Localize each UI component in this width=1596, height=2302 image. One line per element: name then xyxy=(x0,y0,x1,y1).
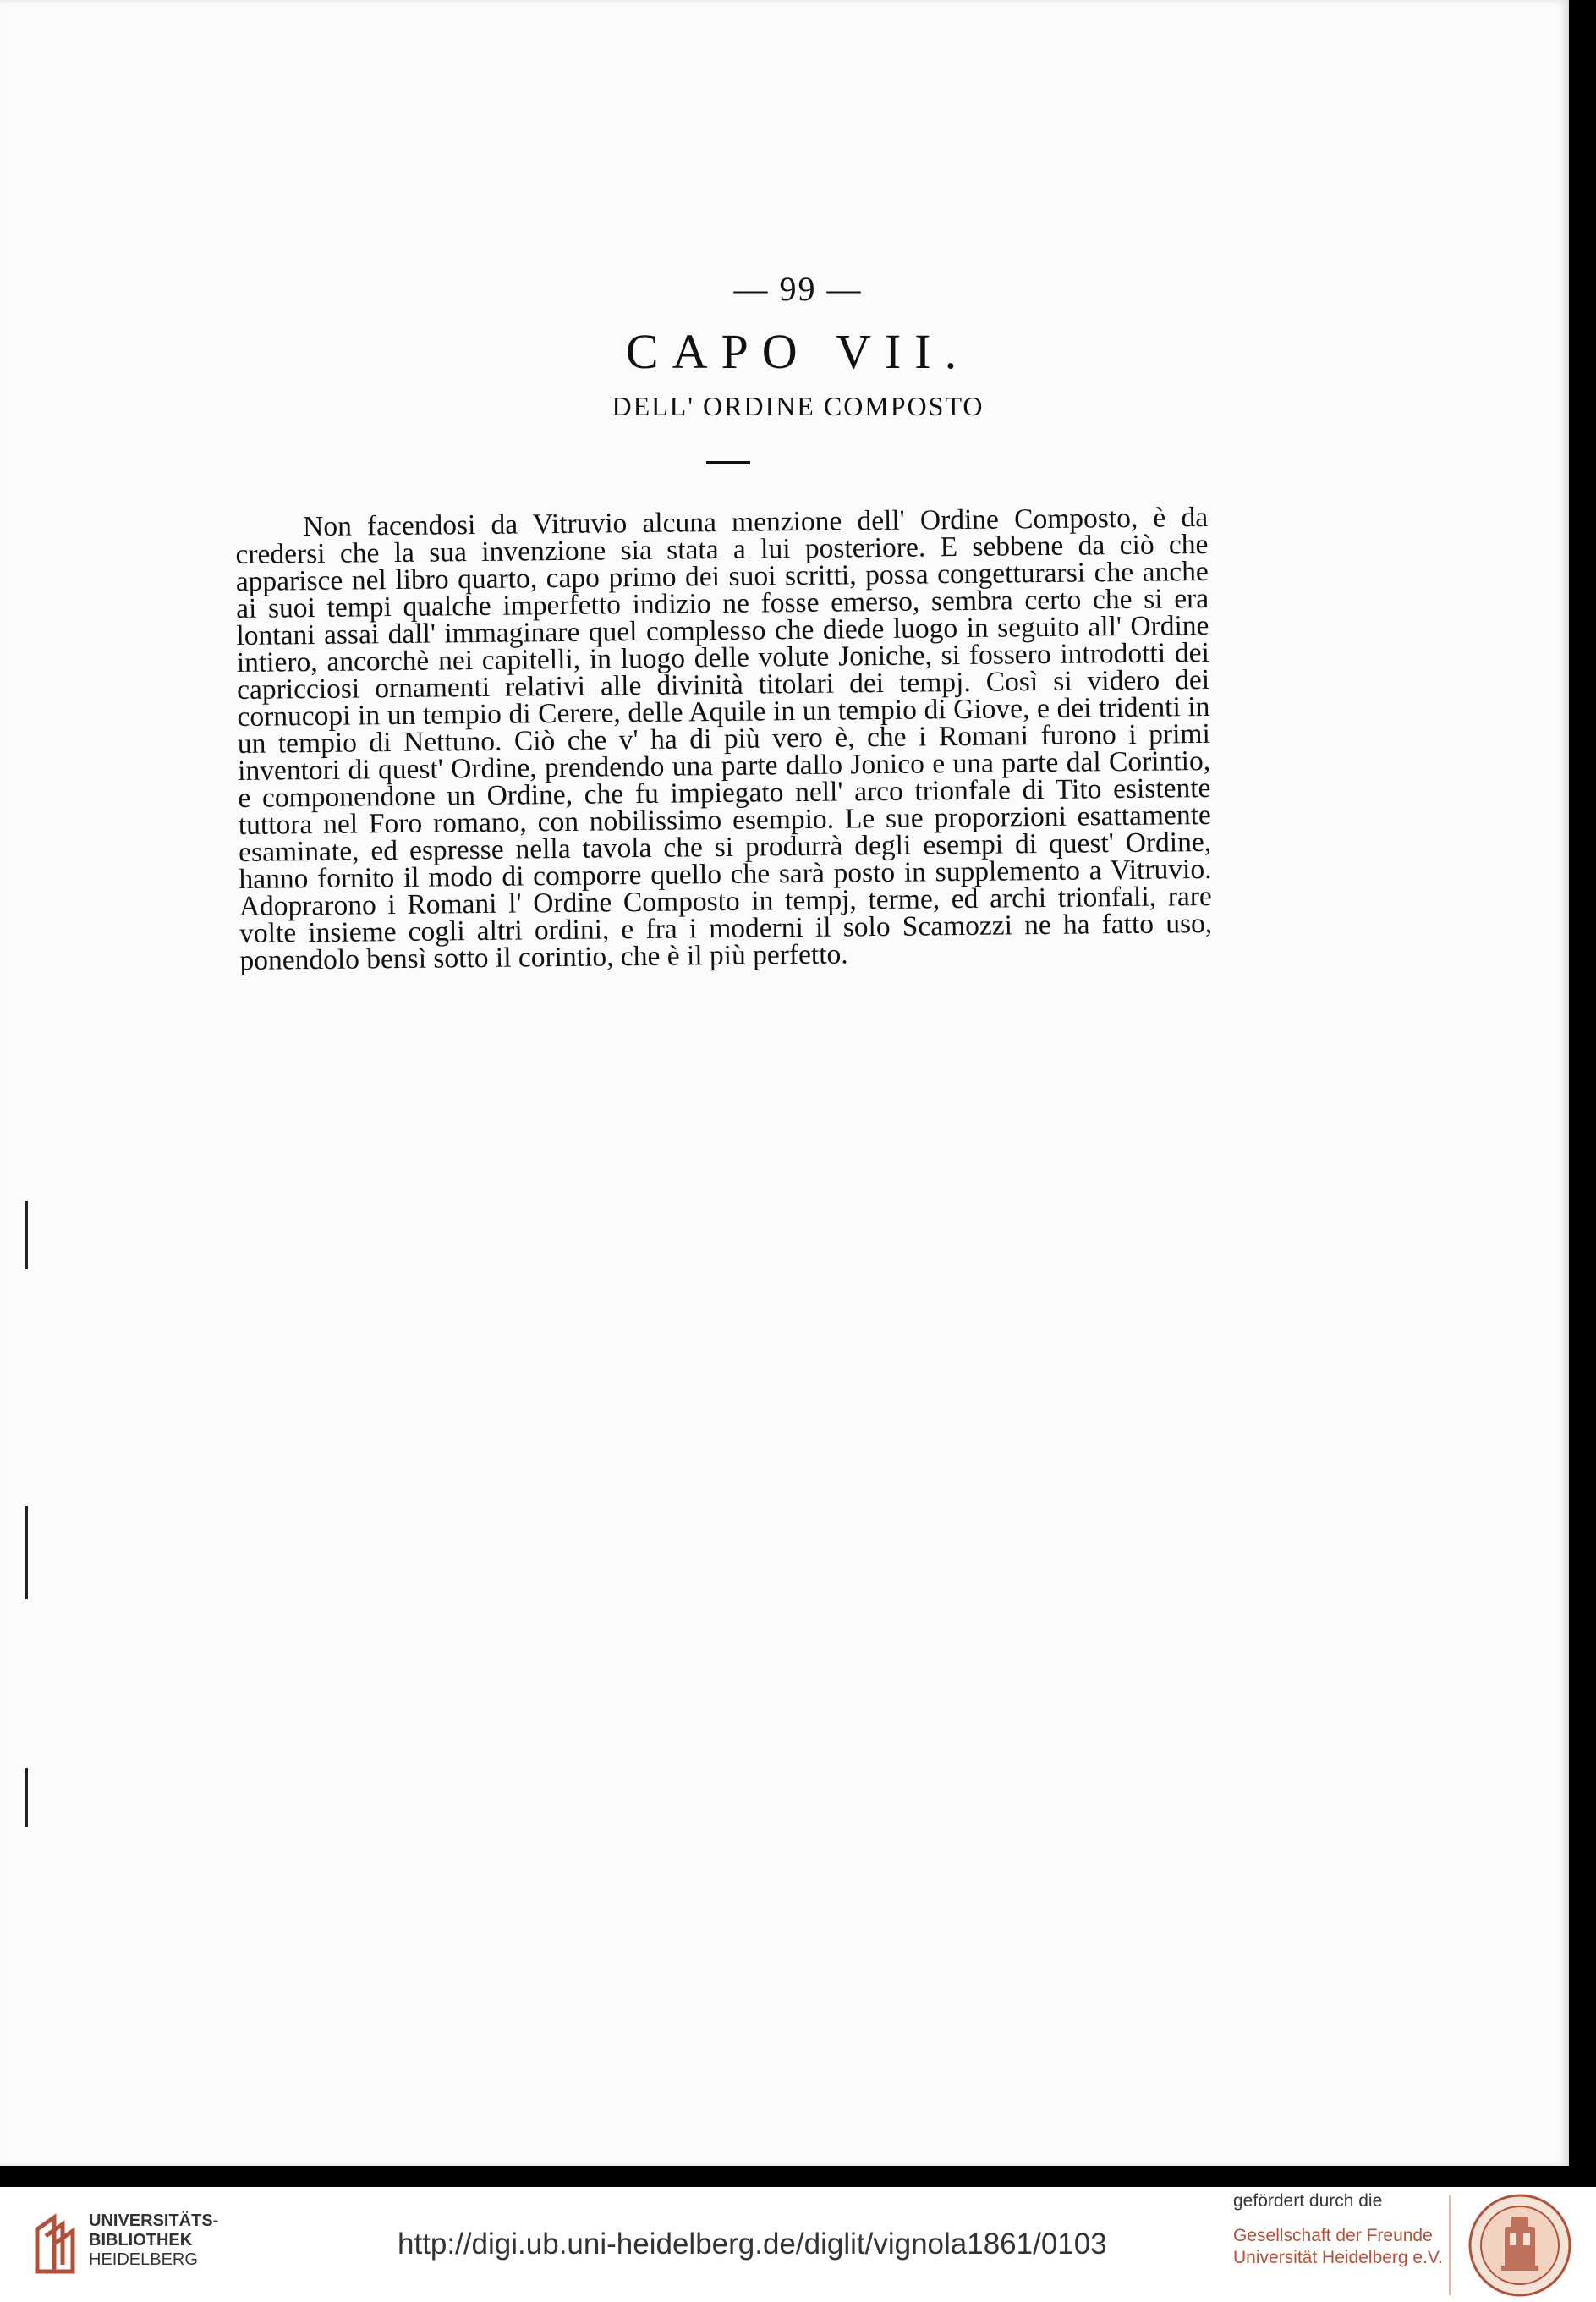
library-name-line: UNIVERSITÄTS- xyxy=(89,2211,219,2230)
library-name-line: BIBLIOTHEK xyxy=(89,2231,193,2250)
sponsor-name[interactable] xyxy=(1233,2225,1443,2269)
document-url[interactable]: http://digi.ub.uni-heidelberg.de/diglit/vignola1861/0103 xyxy=(398,2228,1107,2261)
sponsor-name-line: Universität Heidelberg e.V. xyxy=(1233,2248,1443,2267)
library-name-line: HEIDELBERG xyxy=(89,2250,198,2269)
library-name[interactable] xyxy=(89,2211,218,2270)
page-edge-mark xyxy=(25,1506,28,1599)
footer-divider xyxy=(1449,2195,1451,2295)
sponsor-intro: gefördert durch die xyxy=(1233,2191,1383,2211)
sponsor-name-line: Gesellschaft der Freunde xyxy=(1233,2226,1433,2245)
body-paragraph: Non facendosi da Vitruvio alcuna menzione dell' Ordine Composto, è da credersi che la sua invenzione sia stata a lui posteriore. E sebbene da ciò che apparisce nel libro quarto, capo primo dei suoi scritti, possa congetturarsi che anche ai suoi tempi qualche imperfetto indizio ne fosse emerso, sembra certo che si era lontani assai dall' immaginare quel complesso che diede luogo in seguito all' Ordine intiero, ancorchè nei capitelli, in luogo delle volute Joniche, si fossero introdotti dei capricciosi ornamenti relativi alle divinità titolari dei tempj. Così si videro dei cornucopi in un tempio di Cerere, delle Aquile in un tempio di Giove, e dei tridenti in un tempio di Nettuno. Ciò che v' ha di più vero è, che i Romani furono i primi inventori di quest' Ordine, prendendo una parte dallo Jonico e una parte dal Corintio, e componendone un Ordine, che fu impiegato nell' arco trionfale di Tito esistente tuttora nel Foro romano, con nobilissimo esempio. Le sue proporzioni esattamente esaminate, ed espresse nella tavola che si produrrà degli esempi di quest' Ordine, hanno fornito il modo di comporre quello che sarà posto in supplemento a Vitruvio. Adoprarono i Romani l' Ordine Composto in tempj, terme, ed archi trionfali, rare volte insieme cogli altri ordini, e fra i moderni il solo Scamozzi ne ha fatto uso, ponendolo bensì sotto il corintio, che è il più perfetto. xyxy=(235,501,1213,976)
page-edge-mark xyxy=(25,1768,28,1827)
heading-rule xyxy=(706,461,750,464)
chapter-heading: CAPO VII. xyxy=(625,324,971,379)
university-library-logo-icon[interactable] xyxy=(34,2212,78,2276)
chapter-subtitle: DELL' ORDINE COMPOSTO xyxy=(612,391,984,421)
page-number: — 99 — xyxy=(733,270,863,308)
university-seal-icon xyxy=(1467,2193,1572,2298)
page-edge-mark xyxy=(25,1201,28,1269)
